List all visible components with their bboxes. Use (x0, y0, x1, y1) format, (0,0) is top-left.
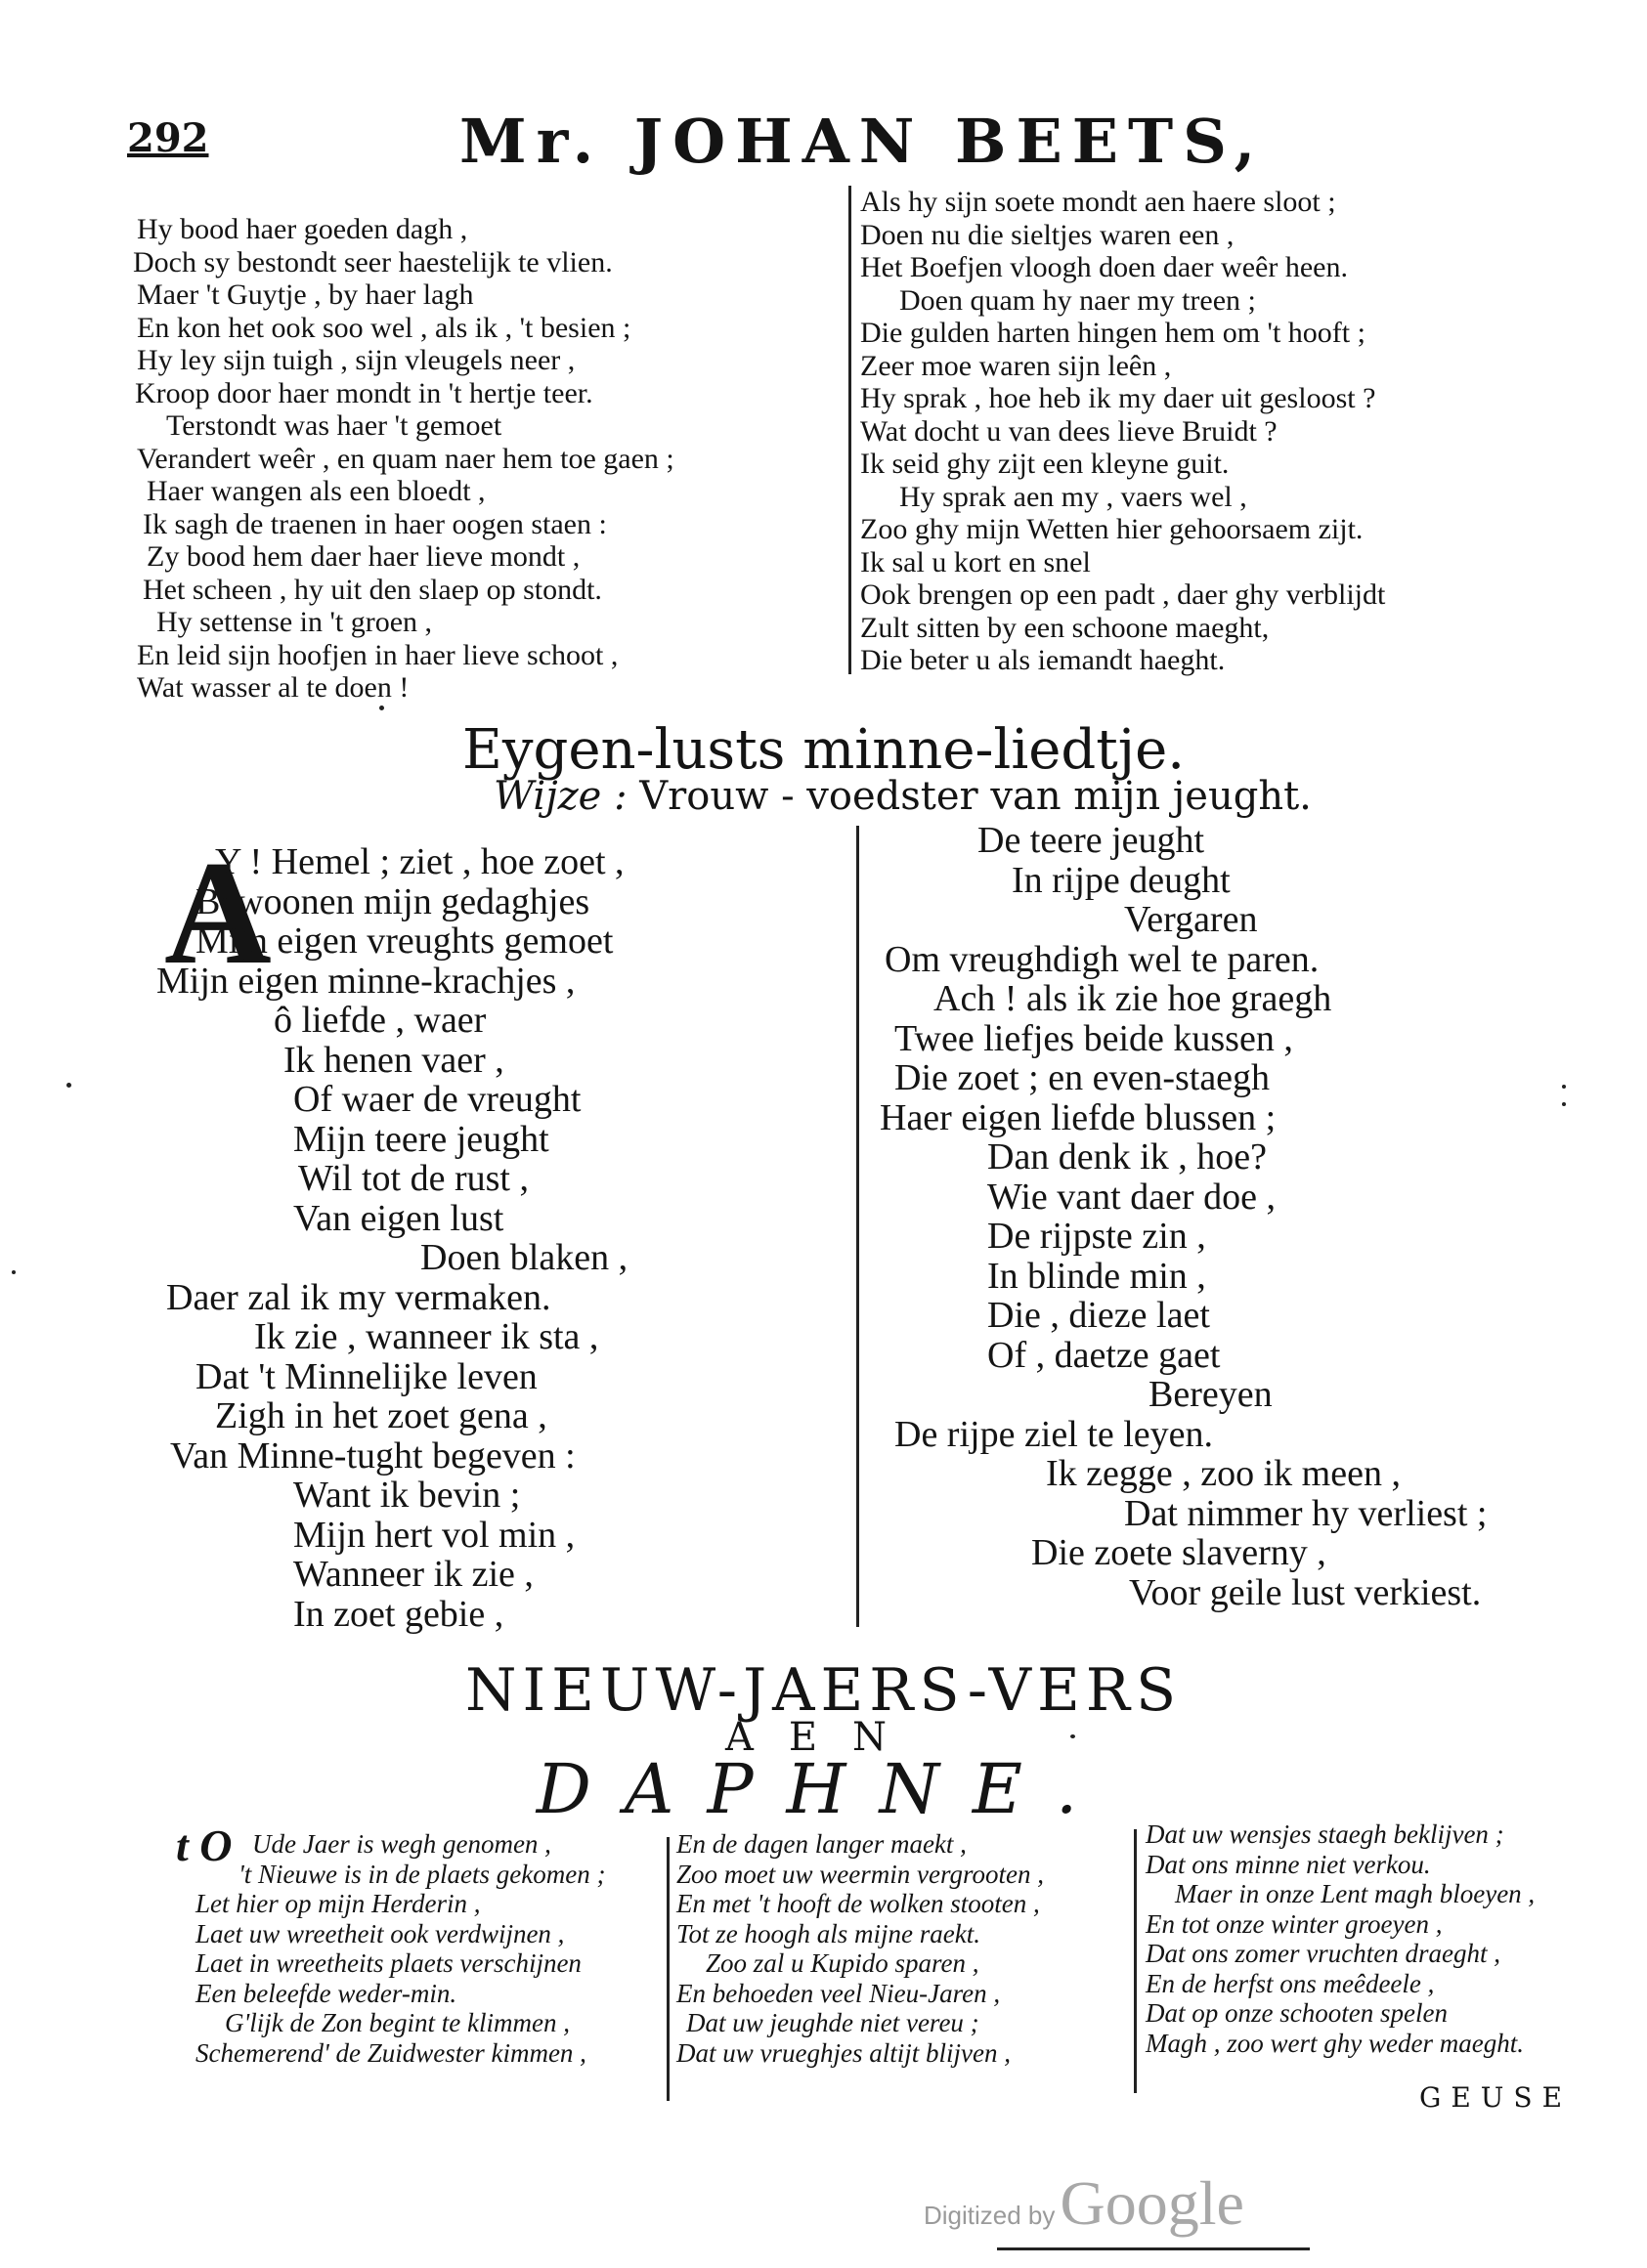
new-year-title: NIEUW-JAERS-VERS (464, 1656, 1183, 1725)
column-divider (848, 186, 851, 674)
verse-line: Doen quam hy naer my treen ; (899, 283, 1256, 317)
new-year-column-1 (195, 1829, 665, 2122)
verse-line: En de dagen langer maekt , (676, 1829, 967, 1859)
verse-line: Dat uw wensjes staegh beklijven ; (1146, 1819, 1504, 1849)
verse-line: Die zoete slaverny , (1031, 1532, 1326, 1573)
scan-speck (1070, 1734, 1075, 1738)
verse-line: Maer 't Guytje , by haer lagh (137, 278, 474, 311)
verse-line: Als hy sijn soete mondt aen haere sloot ; (860, 186, 1336, 218)
verse-line: Mijn teere jeught (293, 1118, 549, 1160)
verse-line: Zult sitten by een schoone maeght, (860, 611, 1270, 644)
verse-line: Van Minne-tught begeven : (170, 1434, 576, 1476)
verse-line: Verandert weêr , en quam naer hem toe gaen ; (137, 442, 674, 475)
verse-line: Schemerend' de Zuidwester kimmen , (195, 2037, 586, 2068)
verse-line: Hy sprak aen my , vaers wel , (899, 480, 1247, 513)
tune-name: Vrouw - voedster van mijn jeught. (639, 774, 1312, 819)
verse-line: Zeer moe waren sijn leên , (860, 349, 1172, 382)
verse-line: In blinde min , (987, 1255, 1206, 1297)
verse-line: Terstondt was haer 't gemoet (166, 409, 502, 442)
verse-line: Van eigen lust (293, 1197, 504, 1239)
column-divider (856, 826, 859, 1627)
verse-line: Ik sagh de traenen in haer oogen staen : (143, 507, 607, 540)
verse-line: Zoo ghy mijn Wetten hier gehoorsaem zijt. (860, 513, 1364, 545)
bottom-rule (997, 2247, 1310, 2250)
verse-line: Die , dieze laet (987, 1295, 1210, 1336)
verse-line: De rijpe ziel te leyen. (894, 1413, 1214, 1455)
verse-line: Y ! Hemel ; ziet , hoe zoet , (215, 841, 625, 882)
verse-line: Het scheen , hy uit den slaep op stondt. (143, 573, 602, 606)
verse-line: Mijn eigen minne-krachjes , (156, 960, 576, 1002)
verse-line: Of , daetze gaet (987, 1334, 1221, 1376)
column-divider (1134, 1829, 1137, 2093)
verse-line: Het Boefjen vloogh doen daer weêr heen. (860, 251, 1348, 283)
verse-line: En tot onze winter groeyen , (1146, 1908, 1443, 1939)
verse-line: Ik zegge , zoo ik meen , (1046, 1453, 1401, 1494)
scan-speck (12, 1270, 16, 1274)
verse-line: Bewoonen mijn gedaghjes (195, 880, 590, 922)
google-logo: Google (1060, 2168, 1244, 2238)
verse-line: Dat nimmer hy verliest ; (1124, 1492, 1488, 1534)
column-divider (667, 1837, 670, 2101)
verse-line: Ook brengen op een padt , daer ghy verblijdt (860, 578, 1386, 611)
song-tune (494, 774, 1312, 819)
verse-line: In rijpe deught (1012, 859, 1231, 901)
verse-line: Voor geile lust verkiest. (1129, 1571, 1482, 1613)
verse-line: Hy ley sijn tuigh , sijn vleugels neer , (137, 344, 576, 376)
song-drop-cap: A (164, 831, 272, 995)
verse-line: Doch sy bestondt seer haestelijk te vlien. (133, 245, 613, 278)
song-left-column (156, 831, 841, 1642)
verse-line: Kroop door haer mondt in 't hertje teer. (135, 376, 593, 409)
verse-line: Vergaren (1124, 899, 1258, 940)
verse-line: Want ik bevin ; (293, 1475, 521, 1516)
verse-line: Zy bood hem daer haer lieve mondt , (147, 540, 581, 573)
page-number: 292 (127, 115, 209, 161)
verse-line: Die beter u als iemandt haeght. (860, 644, 1226, 676)
verse-line: Doen nu die sieltjes waren een , (860, 218, 1235, 251)
verse-line: Om vreughdigh wel te paren. (885, 938, 1320, 980)
verse-line: En behoeden veel Nieu-Jaren , (676, 1978, 1001, 2008)
watermark-prefix: Digitized by (924, 2201, 1056, 2230)
verse-line: Dat ons minne niet verkou. (1146, 1849, 1431, 1879)
new-year-daphne: DAPHNE. (536, 1749, 1111, 1829)
top-poem-right-column (860, 186, 1583, 674)
running-head: Mr. JOHAN BEETS, (459, 106, 1266, 177)
verse-line: Ik seid ghy zijt een kleyne guit. (860, 448, 1230, 480)
verse-line: Maer in onze Lent magh bloeyen , (1175, 1879, 1536, 1908)
verse-line: Hy sprak , hoe heb ik my daer uit gesloost ? (860, 382, 1376, 414)
verse-line: 't Nieuwe is in de plaets gekomen ; (238, 1859, 606, 1889)
new-year-column-3 (1146, 1819, 1615, 2113)
verse-line: In zoet gebie , (293, 1593, 504, 1635)
verse-line: Tot ze hoogh als mijne raekt. (676, 1918, 981, 1948)
verse-line: ô liefde , waer (274, 1000, 487, 1041)
verse-line: Wat docht u van dees lieve Bruidt ? (860, 414, 1278, 448)
verse-line: Haer eigen liefde blussen ; (880, 1096, 1277, 1138)
tune-label: Wijze : (494, 774, 628, 819)
verse-line: Daer zal ik my vermaken. (166, 1276, 551, 1318)
verse-line: Magh , zoo wert ghy weder maeght. (1146, 2028, 1524, 2058)
verse-line: Haer wangen als een bloedt , (147, 475, 486, 507)
verse-line: G'lijk de Zon begint te klimmen , (225, 2008, 570, 2037)
verse-line: Wie vant daer doe , (987, 1176, 1276, 1218)
song-title: Eygen-lusts minne-liedtje. (461, 718, 1186, 782)
song-right-column (880, 819, 1583, 1630)
verse-line: Doen blaken , (420, 1237, 628, 1278)
verse-line: De teere jeught (977, 820, 1205, 861)
new-year-column-2 (676, 1829, 1136, 2122)
verse-line: Ude Jaer is wegh genomen , (252, 1829, 551, 1859)
verse-line: Dat 't Minnelijke leven (195, 1355, 538, 1397)
verse-line: Hy bood haer goeden dagh , (137, 213, 468, 245)
verse-line: Dat uw vrueghjes altijt blijven , (676, 2037, 1011, 2068)
verse-line: Die zoet ; en even-staegh (894, 1057, 1271, 1098)
verse-line: Zoo zal u Kupido sparen , (706, 1948, 979, 1978)
verse-line: De rijpste zin , (987, 1216, 1206, 1257)
verse-line: Let hier op mijn Herderin , (195, 1889, 481, 1918)
verse-line: Laet in wreetheits plaets verschijnen (195, 1948, 582, 1978)
scan-speck (1562, 1085, 1566, 1089)
verse-line: Dat uw jeughde niet vereu ; (686, 2008, 979, 2037)
verse-line: Dan denk ik , hoe? (987, 1136, 1267, 1177)
scan-speck (66, 1083, 71, 1088)
verse-line: Die gulden harten hingen hem om 't hooft ; (860, 317, 1365, 349)
new-year-drop-cap: t O (176, 1820, 233, 1870)
verse-line: Een beleefde weder-min. (195, 1978, 457, 2008)
signature: GEUSE (1419, 2081, 1573, 2114)
verse-line: Ik sal u kort en snel (860, 545, 1091, 578)
new-year-aen: AEN (724, 1715, 923, 1760)
scan-speck (1562, 1102, 1566, 1106)
verse-line: En leid sijn hoofjen in haer lieve schoot , (137, 638, 619, 671)
verse-line: En kon het ook soo wel , als ik , 't besien ; (137, 311, 631, 344)
verse-line: Ik henen vaer , (283, 1039, 504, 1081)
verse-line: Mijn eigen vreughts gemoet (195, 920, 614, 962)
verse-line: Zigh in het zoet gena , (215, 1395, 547, 1436)
verse-line: Hy settense in 't groen , (156, 606, 433, 638)
verse-line: Ik zie , wanneer ik sta , (254, 1316, 599, 1357)
scan-speck (379, 706, 384, 710)
verse-line: Zoo moet uw weermin vergrooten , (676, 1859, 1044, 1889)
verse-line: En de herfst ons meêdeele , (1146, 1968, 1435, 1998)
verse-line: Dat ons zomer vruchten draeght , (1146, 1939, 1500, 1968)
digitized-by-google-watermark (924, 2167, 1244, 2240)
top-poem-left-column (133, 213, 821, 704)
verse-line: Bereyen (1149, 1374, 1273, 1415)
verse-line: En met 't hooft de wolken stooten , (676, 1889, 1040, 1918)
verse-line: Twee liefjes beide kussen , (894, 1017, 1293, 1059)
verse-line: Wanneer ik zie , (293, 1554, 534, 1595)
verse-line: Wil tot de rust , (298, 1158, 529, 1199)
verse-line: Dat op onze schooten spelen (1146, 1998, 1448, 2028)
verse-line: Ach ! als ik zie hoe graegh (933, 978, 1332, 1019)
verse-line: Wat wasser al te doen ! (137, 671, 410, 704)
verse-line: Of waer de vreught (293, 1079, 582, 1120)
verse-line: Laet uw wreetheit ook verdwijnen , (195, 1918, 565, 1948)
verse-line: Mijn hert vol min , (293, 1514, 576, 1556)
